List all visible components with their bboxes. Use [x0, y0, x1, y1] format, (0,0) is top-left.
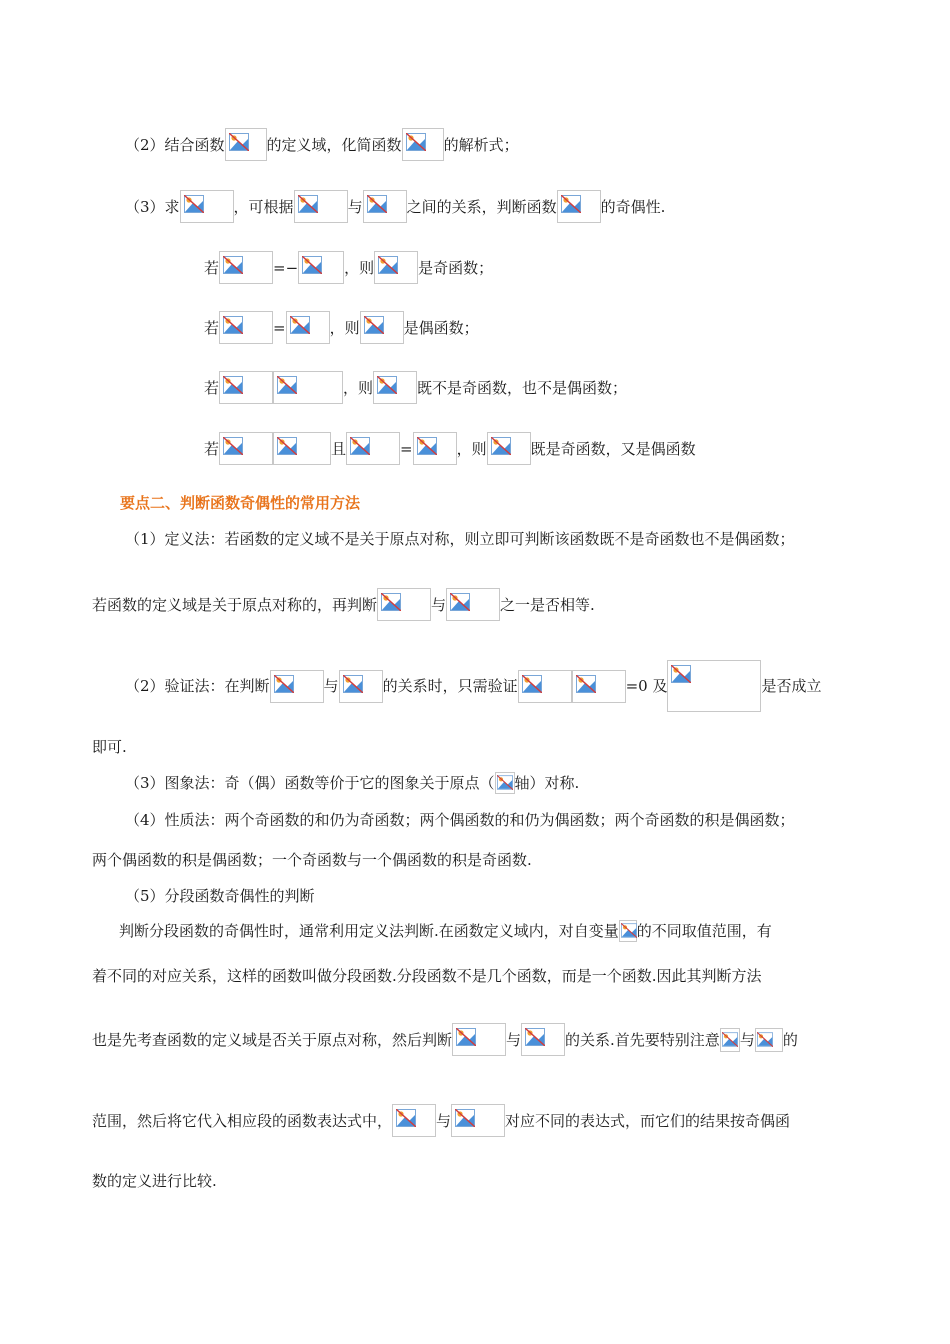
broken-image-icon [277, 376, 297, 394]
formula-image [755, 1028, 783, 1052]
formula-image [667, 660, 761, 712]
broken-image-icon [621, 923, 637, 938]
formula-image [413, 432, 457, 465]
broken-image-icon [456, 1028, 476, 1046]
broken-image-icon [525, 1028, 545, 1046]
step3-text-a: （3）求 [125, 197, 180, 216]
broken-image-icon [184, 195, 204, 213]
section2-heading-line [120, 491, 360, 513]
broken-image-icon [381, 593, 401, 611]
broken-image-icon [302, 256, 322, 274]
case-even-line [204, 311, 479, 337]
broken-image-icon [378, 256, 398, 274]
m5-text-p3e: 的 [782, 1030, 798, 1049]
m2-text-a: （2）验证法：在判断 [125, 677, 270, 695]
m5-text-p4c: 对应不同的表达式，而它们的结果按奇偶函 [505, 1111, 791, 1130]
formula-image [402, 128, 444, 161]
broken-image-icon [350, 437, 370, 455]
case-odd-ze: ，则 [344, 258, 375, 277]
m1-text-1: （1）定义法：若函数的定义域不是关于原点对称，则立即可判断该函数既不是奇函数也不是偶函数； [125, 530, 795, 548]
m1-text-2b: 与 [431, 595, 447, 614]
formula-image [219, 371, 273, 404]
m2-line2 [92, 735, 127, 757]
m3-line [125, 771, 579, 793]
m2-text-e: 是否成立 [761, 677, 822, 695]
formula-image [518, 670, 572, 703]
broken-image-icon [290, 316, 310, 334]
m5-text-p4b: 与 [436, 1111, 452, 1130]
m2-line1 [125, 660, 822, 695]
formula-image [225, 128, 267, 161]
formula-image [219, 432, 273, 465]
case-both-ruo: 若 [204, 439, 220, 458]
formula-image [219, 251, 273, 284]
formula-image [339, 670, 383, 703]
formula-image [521, 1023, 565, 1056]
m5-p1 [119, 919, 772, 941]
formula-image [451, 1104, 505, 1137]
broken-image-icon [364, 316, 384, 334]
m2-text-d: =0 及 [625, 677, 668, 695]
m1-text-2a: 若函数的定义域是关于原点对称的，再判断 [92, 595, 378, 614]
m4-text-2: 两个偶函数的积是偶函数；一个奇函数与一个偶函数的积是奇函数. [92, 851, 532, 869]
formula-image [373, 371, 417, 404]
formula-image [720, 1028, 740, 1052]
m5-text-p3d: 与 [739, 1030, 755, 1049]
m5-p3 [92, 1023, 798, 1049]
broken-image-icon [377, 376, 397, 394]
m5-text-p3c: 的关系.首先要特别注意 [565, 1030, 720, 1049]
broken-image-icon [671, 665, 691, 683]
formula-image [360, 311, 404, 344]
m4-line1 [125, 808, 795, 830]
formula-image [294, 190, 348, 223]
broken-image-icon [450, 593, 470, 611]
m2-text-c: 的关系时，只需验证 [382, 677, 518, 695]
broken-image-icon [497, 775, 513, 790]
broken-image-icon [576, 675, 596, 693]
formula-image [572, 670, 626, 703]
broken-image-icon [722, 1032, 738, 1047]
m2-text-f: 即可. [92, 738, 127, 756]
case-neither-line [204, 371, 628, 397]
broken-image-icon [396, 1109, 416, 1127]
broken-image-icon [223, 316, 243, 334]
formula-image [273, 371, 343, 404]
section-heading: 要点二、判断函数奇偶性的常用方法 [120, 494, 361, 512]
broken-image-icon [491, 437, 511, 455]
broken-image-icon [229, 133, 249, 151]
formula-image [219, 311, 273, 344]
formula-image [363, 190, 407, 223]
case-neither-ze: ，则 [343, 378, 374, 397]
formula-image [286, 311, 330, 344]
case-even-ruo: 若 [204, 318, 220, 337]
broken-image-icon [223, 437, 243, 455]
broken-image-icon [406, 133, 426, 151]
broken-image-icon [561, 195, 581, 213]
step2-line [125, 128, 519, 154]
m5-title-line [125, 884, 315, 906]
case-odd-end: 是奇函数； [418, 258, 494, 277]
step2-text-c: 的解析式； [443, 135, 519, 154]
formula-image [557, 190, 601, 223]
m5-title: （5）分段函数奇偶性的判断 [125, 887, 315, 905]
m5-p2 [92, 964, 762, 986]
step2-text-a: （2）结合函数 [125, 135, 225, 154]
step3-text-c: 与 [347, 197, 363, 216]
formula-image [374, 251, 418, 284]
m5-text-p1b: 的不同取值范围，有 [636, 922, 772, 940]
formula-image [270, 670, 324, 703]
m5-text-p3b: 与 [506, 1030, 522, 1049]
formula-image [487, 432, 531, 465]
formula-image [346, 432, 400, 465]
formula-image [446, 588, 500, 621]
formula-image [619, 920, 637, 942]
case-both-end: 既是奇函数，又是偶函数 [530, 439, 696, 458]
formula-image [298, 251, 344, 284]
m4-line2 [92, 848, 532, 870]
case-neither-ruo: 若 [204, 378, 220, 397]
broken-image-icon [343, 675, 363, 693]
m1-text-2c: 之一是否相等. [500, 595, 595, 614]
m5-text-p4a: 范围，然后将它代入相应段的函数表达式中， [92, 1111, 393, 1130]
broken-image-icon [298, 195, 318, 213]
formula-image [273, 432, 331, 465]
m3-text-a: （3）图象法：奇（偶）函数等价于它的图象关于原点（ [125, 774, 495, 792]
step3-text-d: 之间的关系，判断函数 [406, 197, 557, 216]
case-odd-ruo: 若 [204, 258, 220, 277]
step3-text-e: 的奇偶性. [600, 197, 666, 216]
m1-line1 [125, 527, 795, 549]
formula-image [495, 772, 515, 794]
broken-image-icon [223, 376, 243, 394]
case-neither-end: 既不是奇函数，也不是偶函数； [417, 378, 628, 397]
broken-image-icon [417, 437, 437, 455]
case-even-end: 是偶函数； [403, 318, 479, 337]
m5-text-p2: 着不同的对应关系，这样的函数叫做分段函数.分段函数不是几个函数，而是一个函数.因此其判断方法 [92, 967, 762, 985]
m3-text-b: 轴）对称. [514, 774, 580, 792]
case-even-eq: = [273, 318, 286, 337]
formula-image [377, 588, 431, 621]
m1-line2 [92, 588, 595, 614]
broken-image-icon [522, 675, 542, 693]
case-both-eq: = [400, 439, 413, 458]
m5-text-p5: 数的定义进行比较. [92, 1172, 217, 1190]
m5-text-p3a: 也是先考查函数的定义域是否关于原点对称，然后判断 [92, 1030, 453, 1049]
case-both-ze: ，则 [456, 439, 487, 458]
m2-text-b: 与 [323, 677, 339, 695]
case-odd-line [204, 251, 494, 277]
m5-text-p1a: 判断分段函数的奇偶性时，通常利用定义法判断.在函数定义域内，对自变量 [119, 922, 619, 940]
step3-line [125, 190, 666, 216]
broken-image-icon [757, 1032, 773, 1047]
case-both-qie: 且 [331, 439, 347, 458]
m5-p4 [92, 1104, 791, 1130]
formula-image [180, 190, 234, 223]
broken-image-icon [274, 675, 294, 693]
m4-text-1: （4）性质法：两个奇函数的和仍为奇函数；两个偶函数的和仍为偶函数；两个奇函数的积是偶函数； [125, 811, 795, 829]
m5-p5 [92, 1169, 217, 1191]
case-odd-eq: =− [273, 258, 299, 277]
formula-image [452, 1023, 506, 1056]
broken-image-icon [223, 256, 243, 274]
broken-image-icon [277, 437, 297, 455]
case-even-ze: ，则 [329, 318, 360, 337]
broken-image-icon [367, 195, 387, 213]
broken-image-icon [455, 1109, 475, 1127]
case-both-line [204, 432, 696, 458]
formula-image [392, 1104, 436, 1137]
step2-text-b: 的定义域，化简函数 [266, 135, 402, 154]
step3-text-b: ，可根据 [233, 197, 294, 216]
